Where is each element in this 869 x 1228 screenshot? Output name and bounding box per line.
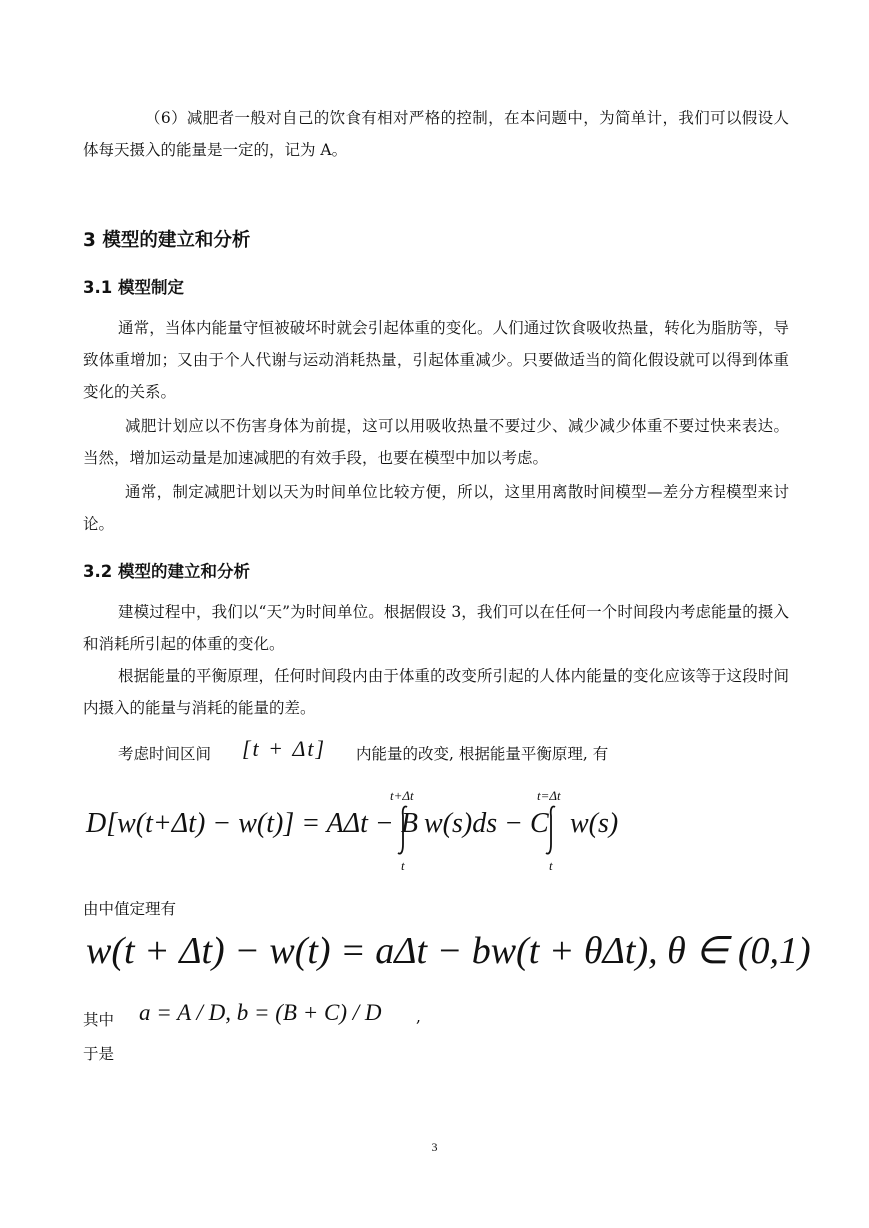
integral-sign-icon bbox=[396, 804, 410, 856]
paragraph-thus: 于是 bbox=[83, 1045, 115, 1063]
paragraph-mean-value: 由中值定理有 bbox=[83, 900, 177, 918]
eq1-int2-upper: t=Δt bbox=[537, 788, 561, 803]
eq1-lhs: D[w(t+Δt) − w(t)] = AΔt − B bbox=[86, 808, 418, 839]
paragraph-modeling-process: 建模过程中，我们以“天”为时间单位。根据假设 3，我们可以在任何一个时间段内考虑能量的摄入和消耗所引起的体重的变化。 bbox=[83, 603, 789, 653]
interval-prefix: 考虑时间区间 bbox=[118, 745, 212, 763]
subsection-heading-3-1: 3.1 模型制定 bbox=[83, 278, 184, 297]
paragraph-time-interval bbox=[118, 736, 789, 776]
where-formula: a = A / D, b = (B + C) / D bbox=[139, 1000, 382, 1025]
paragraph-model-intro: 通常，当体内能量守恒被破坏时就会引起体重的变化。人们通过饮食吸收热量，转化为脂肪等，导致体重增加；又由于个人代谢与运动消耗热量，引起体重减少。只要做适当的简化假设就可以得到体重变化的关系。 bbox=[83, 319, 789, 401]
page-number: 3 bbox=[431, 1140, 438, 1154]
eq1-int1-upper: t+Δt bbox=[390, 788, 414, 803]
where-suffix: , bbox=[416, 1008, 421, 1026]
equation-mean-value: w(t + Δt) − w(t) = aΔt − bw(t + θΔt), θ ∈ (0,1) bbox=[86, 930, 811, 972]
equation-energy-balance bbox=[86, 780, 786, 880]
integral-sign-icon bbox=[544, 804, 558, 856]
eq1-int2-lower: t bbox=[549, 858, 553, 873]
section-heading-3: 3 模型的建立和分析 bbox=[83, 230, 251, 251]
paragraph-assumption-6: （6）减肥者一般对自己的饮食有相对严格的控制，在本问题中，为简单计，我们可以假设人体每天摄入的能量是一定的，记为 A。 bbox=[83, 109, 789, 159]
paragraph-energy-balance: 根据能量的平衡原理，任何时间段内由于体重的改变所引起的人体内能量的变化应该等于这段时间内摄入的能量与消耗的能量的差。 bbox=[83, 667, 789, 717]
interval-suffix: 内能量的改变, 根据能量平衡原理, 有 bbox=[356, 745, 609, 763]
paragraph-diet-plan: 减肥计划应以不伤害身体为前提，这可以用吸收热量不要过少、减少减少体重不要过快来表达。当然，增加运动量是加速减肥的有效手段，也要在模型中加以考虑。 bbox=[83, 417, 789, 467]
where-prefix: 其中 bbox=[83, 1011, 115, 1029]
interval-formula: [t + Δt] bbox=[242, 736, 327, 761]
subsection-heading-3-2: 3.2 模型的建立和分析 bbox=[83, 562, 250, 581]
paragraph-time-unit: 通常，制定减肥计划以天为时间单位比较方便，所以，这里用离散时间模型—差分方程模型来讨论。 bbox=[83, 483, 789, 533]
eq1-end: w(s) bbox=[570, 808, 619, 839]
eq1-mid: w(s)ds − C bbox=[424, 808, 549, 839]
paragraph-where bbox=[83, 1000, 789, 1040]
eq1-int1-lower: t bbox=[401, 858, 405, 873]
